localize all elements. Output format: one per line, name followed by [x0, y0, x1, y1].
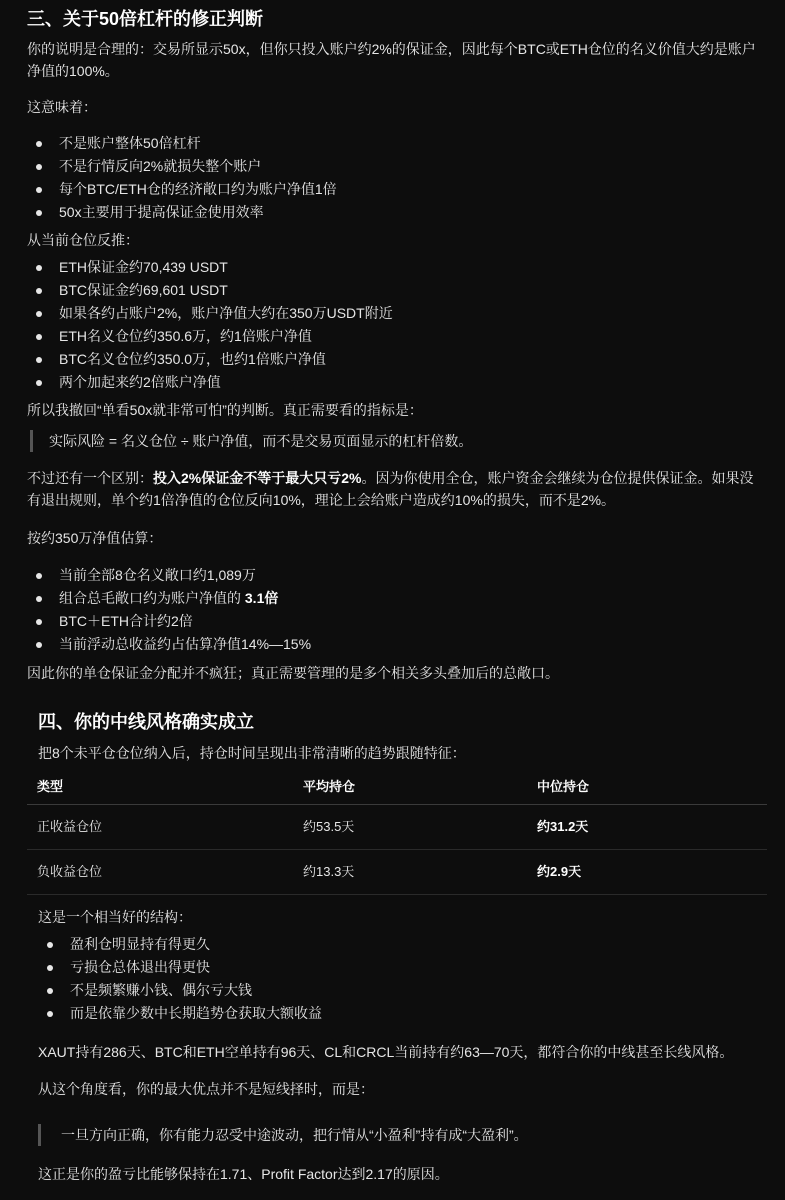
inferred-list: [27, 256, 727, 394]
list-item: BTC保证金约69,601 USDT: [27, 279, 727, 302]
table-cell: 约31.2天: [536, 805, 767, 850]
list-item: [27, 564, 727, 587]
quote-text: 一旦方向正确，你有能力忍受中途波动，把行情从“小盈利”持有成“大盈利”。: [61, 1127, 528, 1143]
item-text: BTC＋ETH合计约2倍: [59, 613, 193, 629]
table-cell: 约53.5天: [302, 805, 536, 850]
table-cell: 正收益仓位: [27, 805, 302, 850]
list-item: ETH保证金约70,439 USDT: [27, 256, 727, 279]
section3-intro: 你的说明是合理的：交易所显示50x，但你只投入账户约2%的保证金，因此每个BTC或ETH仓位的名义价值大约是账户净值的100%。: [27, 41, 756, 79]
list-item: 如果各约占账户2%，账户净值大约在350万USDT附近: [27, 302, 727, 325]
table-header-row: [27, 770, 767, 805]
blockquote-risk: [30, 430, 749, 452]
holding-table: [27, 770, 767, 895]
diff-pre: 不过还有一个区别：: [27, 470, 153, 486]
diff-bold: 投入2%保证金不等于最大只亏2%: [153, 470, 362, 486]
list-item: BTC名义仓位约350.0万，也约1倍账户净值: [27, 348, 727, 371]
table-cell: 约2.9天: [536, 850, 767, 895]
blockquote-holding: [38, 1124, 761, 1146]
item-text: 组合总毛敞口约为账户净值的: [59, 590, 245, 606]
item-text: 当前浮动总收益约占估算净值14%—15%: [59, 636, 312, 652]
closing-text: 这正是你的盈亏比能够保持在1.71、Profit Factor达到2.17的原因。: [38, 1166, 449, 1182]
section4-intro: 把8个未平仓仓位纳入后，持仓时间呈现出非常清晰的趋势跟随特征：: [38, 745, 466, 761]
retract-text: 所以我撤回“单看50x就非常可怕”的判断。真正需要看的指标是：: [27, 402, 423, 418]
list-item: 不是行情反向2%就损失整个账户: [27, 155, 727, 178]
col-header-type: 类型: [27, 770, 302, 805]
list-item: 亏损仓总体退出得更快: [38, 956, 738, 979]
means-label: 这意味着：: [27, 99, 97, 115]
table-row: [27, 850, 767, 895]
list-item: [27, 610, 727, 633]
list-item: 不是频繁赚小钱、偶尔亏大钱: [38, 979, 738, 1002]
col-header-average: 平均持仓: [302, 770, 536, 805]
list-item: 50x主要用于提高保证金使用效率: [27, 201, 727, 224]
section4-heading: 四、你的中线风格确实成立: [38, 712, 254, 732]
estimate-list: [27, 564, 727, 656]
list-item: 每个BTC/ETH仓的经济敞口约为账户净值1倍: [27, 178, 727, 201]
list-item: [27, 633, 727, 656]
holdings-text: XAUT持有286天、BTC和ETH空单持有96天、CL和CRCL当前持有约63—70天，都符合你的中线甚至长线风格。: [38, 1044, 734, 1060]
difference-paragraph: [27, 467, 767, 511]
list-item: 不是账户整体50倍杠杆: [27, 132, 727, 155]
list-item: 而是依靠少数中长期趋势仓获取大额收益: [38, 1002, 738, 1025]
col-header-median: 中位持仓: [536, 770, 767, 805]
list-item: 盈利仓明显持有得更久: [38, 933, 738, 956]
means-list: [27, 132, 727, 224]
estimate-label: 按约350万净值估算：: [27, 530, 163, 546]
list-item: ETH名义仓位约350.6万，约1倍账户净值: [27, 325, 727, 348]
conclusion-text: 因此你的单仓保证金分配并不疯狂；真正需要管理的是多个相关多头叠加后的总敞口。: [27, 665, 559, 681]
list-item: 两个加起来约2倍账户净值: [27, 371, 727, 394]
structure-list: [38, 933, 738, 1025]
table-cell: 约13.3天: [302, 850, 536, 895]
table-cell: 负收益仓位: [27, 850, 302, 895]
list-item: [27, 587, 727, 610]
angle-text: 从这个角度看，你的最大优点并不是短线择时，而是：: [38, 1081, 374, 1097]
section3-heading: 三、关于50倍杠杆的修正判断: [27, 9, 264, 29]
structure-label: 这是一个相当好的结构：: [38, 909, 192, 925]
item-text: 当前全部8仓名义敞口约1,089万: [59, 567, 256, 583]
diff-post: 。因为你使用全仓，账户资金会继续为仓位提供保证金。如果没有退出规则，单个约1倍净值的仓位反向10%，理论上会给账户造成约10%的损失，而不是2%。: [27, 470, 754, 508]
table-row: [27, 805, 767, 850]
quote-text: 实际风险 = 名义仓位 ÷ 账户净值，而不是交易页面显示的杠杆倍数。: [49, 433, 473, 449]
item-bold: 3.1倍: [244, 590, 279, 606]
inferred-label: 从当前仓位反推：: [27, 232, 139, 248]
